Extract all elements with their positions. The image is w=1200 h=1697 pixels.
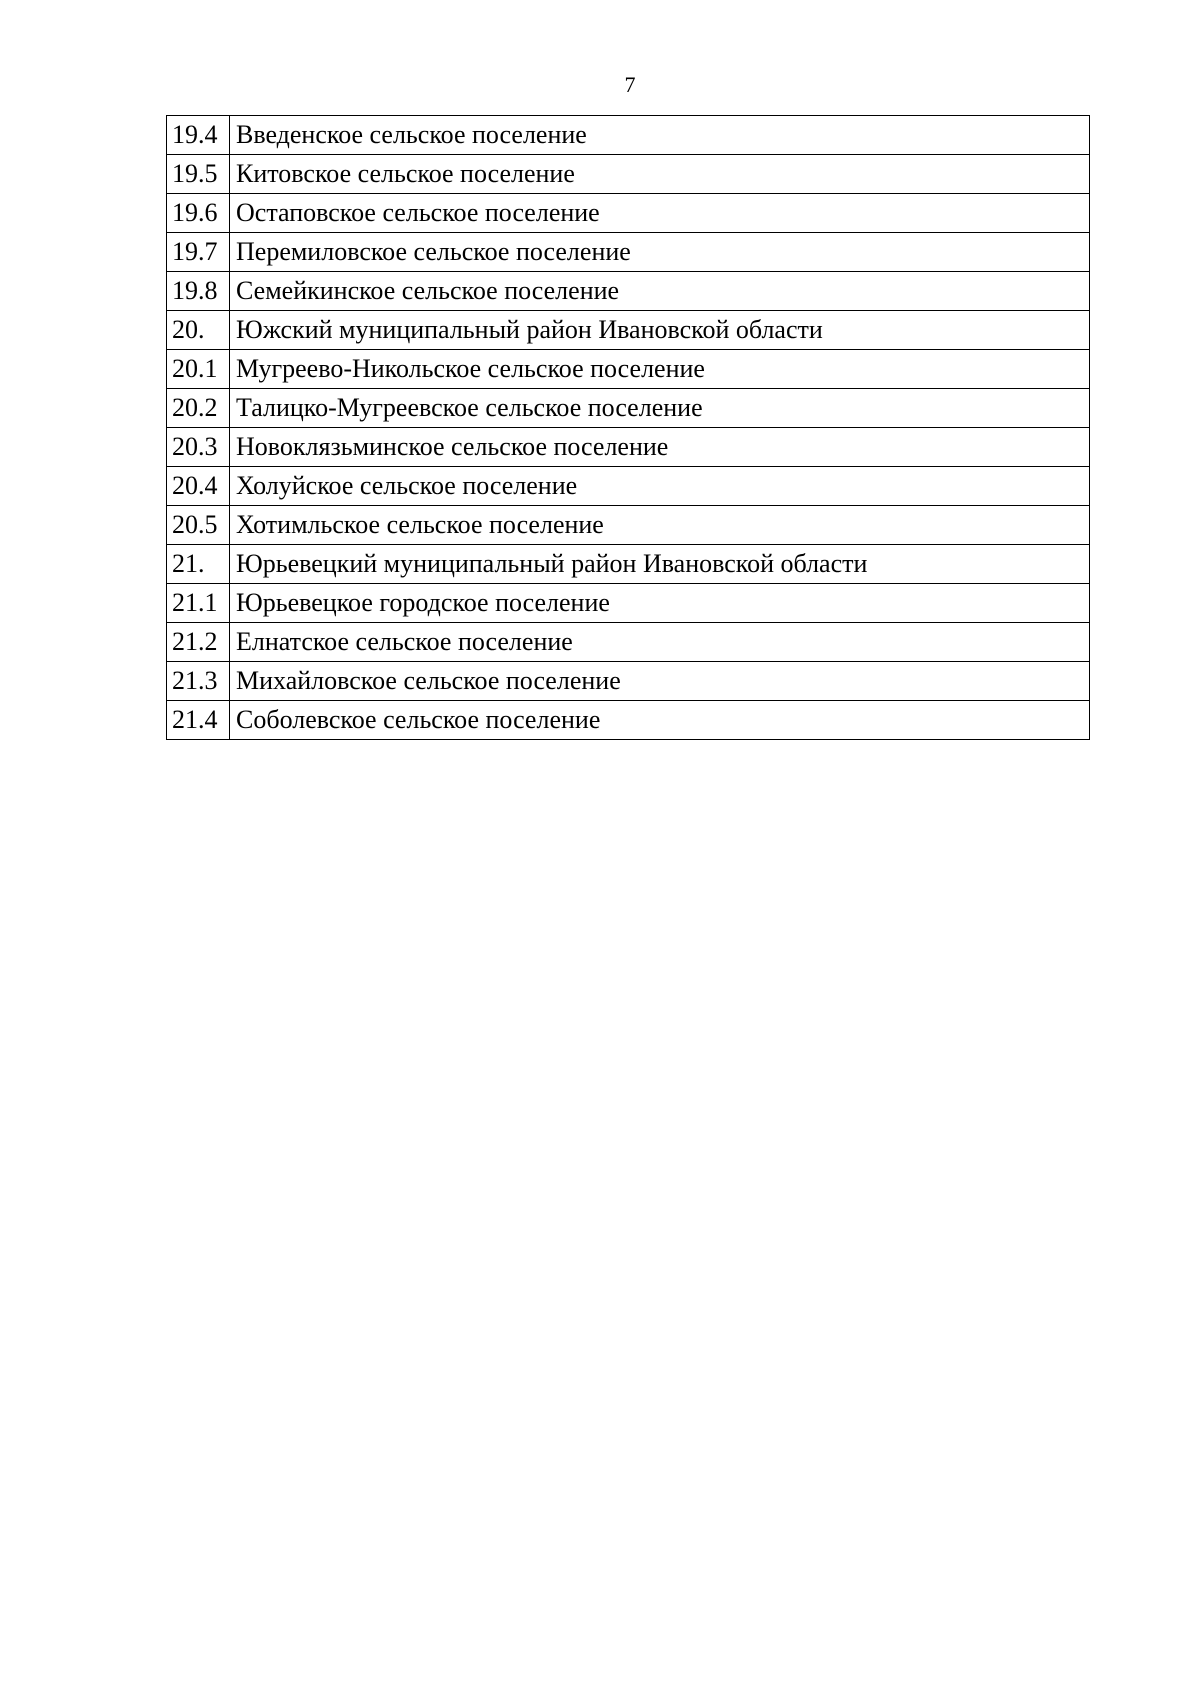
- table-row: [167, 350, 1090, 389]
- row-number: 20.1: [167, 350, 230, 389]
- row-number: 19.5: [167, 155, 230, 194]
- row-name: Талицко-Мугреевское сельское поселение: [230, 389, 1090, 428]
- row-name: Южский муниципальный район Ивановской области: [230, 311, 1090, 350]
- row-name: Китовское сельское поселение: [230, 155, 1090, 194]
- row-number: 19.6: [167, 194, 230, 233]
- row-name: Введенское сельское поселение: [230, 116, 1090, 155]
- row-name: Мугреево-Никольское сельское поселение: [230, 350, 1090, 389]
- table-row: [167, 194, 1090, 233]
- row-name: Хотимльское сельское поселение: [230, 506, 1090, 545]
- row-name: Новоклязьминское сельское поселение: [230, 428, 1090, 467]
- table-row: [167, 272, 1090, 311]
- row-number: 20.3: [167, 428, 230, 467]
- row-name: Остаповское сельское поселение: [230, 194, 1090, 233]
- table-row: [167, 311, 1090, 350]
- row-number: 20.: [167, 311, 230, 350]
- row-number: 19.4: [167, 116, 230, 155]
- row-name: Перемиловское сельское поселение: [230, 233, 1090, 272]
- row-number: 21.2: [167, 623, 230, 662]
- municipality-table: [166, 115, 1090, 740]
- row-name: Елнатское сельское поселение: [230, 623, 1090, 662]
- table-row: [167, 701, 1090, 740]
- row-name: Юрьевецкий муниципальный район Ивановской области: [230, 545, 1090, 584]
- page-number: 7: [624, 72, 636, 97]
- row-number: 21.1: [167, 584, 230, 623]
- table-row: [167, 623, 1090, 662]
- row-name: Михайловское сельское поселение: [230, 662, 1090, 701]
- row-number: 20.2: [167, 389, 230, 428]
- row-number: 19.7: [167, 233, 230, 272]
- row-number: 21.4: [167, 701, 230, 740]
- table-row: [167, 584, 1090, 623]
- table-row: [167, 662, 1090, 701]
- table-row: [167, 389, 1090, 428]
- row-name: Юрьевецкое городское поселение: [230, 584, 1090, 623]
- row-number: 21.3: [167, 662, 230, 701]
- table-row: [167, 467, 1090, 506]
- row-name: Семейкинское сельское поселение: [230, 272, 1090, 311]
- table-row: [167, 116, 1090, 155]
- table-row: [167, 545, 1090, 584]
- table-row: [167, 506, 1090, 545]
- table-row: [167, 428, 1090, 467]
- row-number: 20.4: [167, 467, 230, 506]
- row-number: 19.8: [167, 272, 230, 311]
- row-name: Соболевское сельское поселение: [230, 701, 1090, 740]
- row-name: Холуйское сельское поселение: [230, 467, 1090, 506]
- table-row: [167, 233, 1090, 272]
- table-row: [167, 155, 1090, 194]
- row-number: 20.5: [167, 506, 230, 545]
- row-number: 21.: [167, 545, 230, 584]
